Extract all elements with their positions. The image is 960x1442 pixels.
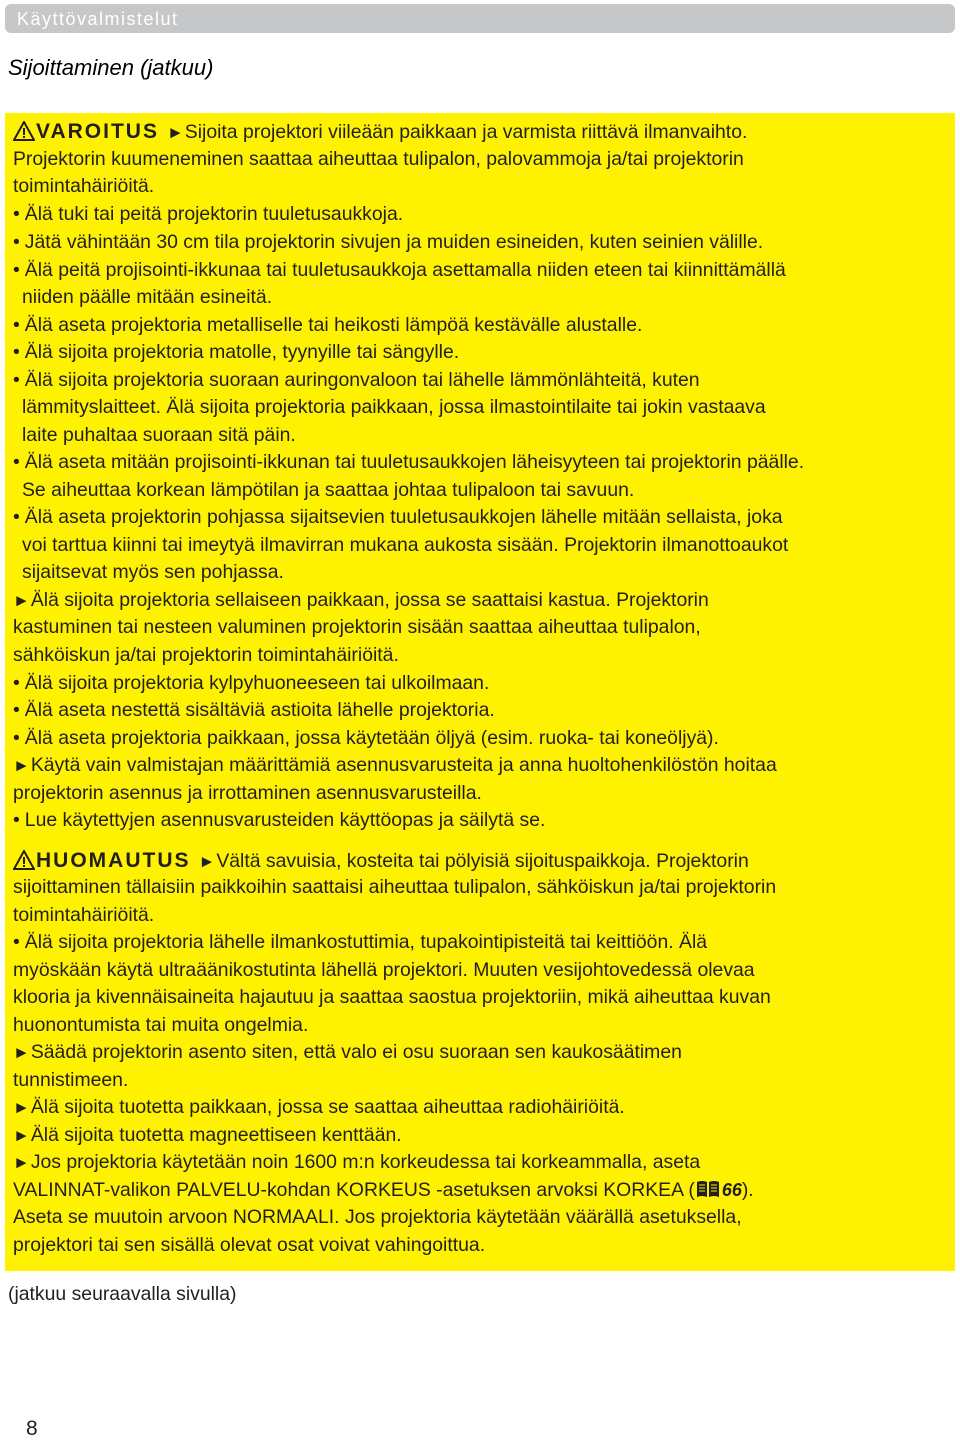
warning-bullet-item: • Lue käytettyjen asennusvarusteiden käyttöopas ja säilytä se. <box>13 809 546 831</box>
book-icon <box>695 1180 721 1198</box>
caution-line: toimintahäiriöitä. <box>13 904 155 926</box>
caution-line: huonontumista tai muita ongelmia. <box>13 1014 309 1036</box>
caution-line: sijoittaminen tällaisiin paikkoihin saattaisi aiheuttaa tulipalon, sähköiskun ja/tai projektorin <box>13 876 777 898</box>
warning-bullet-item: • Älä sijoita projektoria kylpyhuoneeseen tai ulkoilmaan. <box>13 672 490 694</box>
warning-line: projektorin asennus ja irrottaminen asennusvarusteilla. <box>13 782 482 804</box>
warning-bullet-item: • Älä aseta mitään projisointi-ikkunan tai tuuletusaukkojen läheisyyteen tai projektorin päälle. <box>13 451 805 473</box>
caution-arrow-item: ►Säädä projektorin asento siten, että valo ei osu suoraan sen kaukosäätimen <box>13 1039 682 1066</box>
caution-line: myöskään käytä ultraäänikostutinta lähellä projektori. Muuten vesijohtovedessä olevaa <box>13 959 755 981</box>
caution-arrow-item: ►Jos projektoria käytetään noin 1600 m:n korkeudessa tai korkeammalla, aseta <box>13 1149 700 1176</box>
header-bar <box>5 4 955 33</box>
warning-bullet-item: • Älä aseta nestettä sisältäviä astioita lähelle projektoria. <box>13 699 495 721</box>
warning-bullet-item: • Älä aseta projektorin pohjassa sijaitsevien tuuletusaukkojen lähelle mitään sellaista, joka <box>13 506 783 528</box>
caution-line: VALINNAT-valikon PALVELU-kohdan KORKEUS -asetuksen arvoksi KORKEA ( 66). <box>13 1179 754 1201</box>
caution-label: HUOMAUTUS <box>36 849 191 872</box>
warning-bullet-item: • Älä peitä projisointi-ikkunaa tai tuuletusaukkoja asettamalla niiden eteen tai kiinnittämällä <box>13 259 786 281</box>
warning-line: kastuminen tai nesteen valuminen projektorin sisään saattaa aiheuttaa tulipalon, <box>13 616 701 638</box>
warning-bullet-item: • Älä aseta projektoria paikkaan, jossa käytetään öljyä (esim. ruoka- tai koneöljyä). <box>13 727 719 749</box>
warning-triangle-icon <box>13 121 35 141</box>
arrow-icon: ► <box>166 123 184 142</box>
warning-line: toimintahäiriöitä. <box>13 175 155 197</box>
arrow-icon: ► <box>13 1043 30 1062</box>
caution-triangle-icon <box>13 850 35 870</box>
warning-line: Se aiheuttaa korkean lämpötilan ja saattaa johtaa tulipaloon tai savuun. <box>22 479 635 501</box>
caution-line: Aseta se muutoin arvoon NORMAALI. Jos projektoria käytetään väärällä asetuksella, <box>13 1206 742 1228</box>
caution-bullet-item: • Älä sijoita projektoria lähelle ilmankostuttimia, tupakointipisteitä tai keittiöön. Älä <box>13 931 708 953</box>
arrow-icon: ► <box>13 756 30 775</box>
warning-line: sähköiskun ja/tai projektorin toimintahäiriöitä. <box>13 644 399 666</box>
caution-line: HUOMAUTUS ►Vältä savuisia, kosteita tai pölyisiä sijoituspaikkoja. Projektorin <box>13 847 749 874</box>
arrow-icon: ► <box>198 852 216 871</box>
caution-line: tunnistimeen. <box>13 1069 129 1091</box>
caution-line: projektori tai sen sisällä olevat osat voivat vahingoittua. <box>13 1234 486 1256</box>
warning-line: lämmityslaitteet. Älä sijoita projektoria paikkaan, jossa ilmastointilaite tai jokin vastaava <box>22 396 766 418</box>
warning-arrow-item: ►Älä sijoita projektoria sellaiseen paikkaan, jossa se saattaisi kastua. Projektorin <box>13 587 709 614</box>
warning-line: VAROITUS ►Sijoita projektori viileään paikkaan ja varmista riittävä ilmanvaihto. <box>13 118 747 145</box>
warning-bullet-item: • Älä aseta projektoria metalliselle tai heikosti lämpöä kestävälle alustalle. <box>13 314 643 336</box>
warning-line: Projektorin kuumeneminen saattaa aiheuttaa tulipalon, palovammoja ja/tai projektorin <box>13 148 744 170</box>
warning-bullet-item: • Älä sijoita projektoria suoraan auringonvaloon tai lähelle lämmönlähteitä, kuten <box>13 369 700 391</box>
warning-bullet-item: • Älä tuki tai peitä projektorin tuuletusaukkoja. <box>13 203 404 225</box>
header-title: Käyttövalmistelut <box>17 9 179 29</box>
caution-line: klooria ja kivennäisaineita hajautuu ja saattaa saostua projektoriin, mikä aiheuttaa kuvan <box>13 986 771 1008</box>
page-number: 8 <box>26 1417 38 1440</box>
warning-line: voi tarttua kiinni tai imeytyä ilmavirran mukana aukosta sisään. Projektorin ilmanottoaukot <box>22 534 789 556</box>
section-title: Sijoittaminen (jatkuu) <box>8 55 214 80</box>
warning-bullet-item: • Jätä vähintään 30 cm tila projektorin sivujen ja muiden esineiden, kuten seinien välille. <box>13 231 764 253</box>
arrow-icon: ► <box>13 1126 30 1145</box>
arrow-icon: ► <box>13 1153 30 1172</box>
continued-note: (jatkuu seuraavalla sivulla) <box>8 1283 237 1305</box>
arrow-icon: ► <box>13 591 30 610</box>
caution-arrow-item: ►Älä sijoita tuotetta magneettiseen kenttään. <box>13 1122 402 1149</box>
page-reference[interactable]: 66 <box>721 1180 742 1200</box>
warning-label: VAROITUS <box>36 120 159 143</box>
warning-line: sijaitsevat myös sen pohjassa. <box>22 561 284 583</box>
arrow-icon: ► <box>13 1098 30 1117</box>
warning-line: niiden päälle mitään esineitä. <box>22 286 273 308</box>
warning-arrow-item: ►Käytä vain valmistajan määrittämiä asennusvarusteita ja anna huoltohenkilöstön hoitaa <box>13 752 777 779</box>
caution-arrow-item: ►Älä sijoita tuotetta paikkaan, jossa se saattaa aiheuttaa radiohäiriöitä. <box>13 1094 625 1121</box>
warning-bullet-item: • Älä sijoita projektoria matolle, tyynyille tai sängylle. <box>13 341 460 363</box>
warning-line: laite puhaltaa suoraan sitä päin. <box>22 424 296 446</box>
